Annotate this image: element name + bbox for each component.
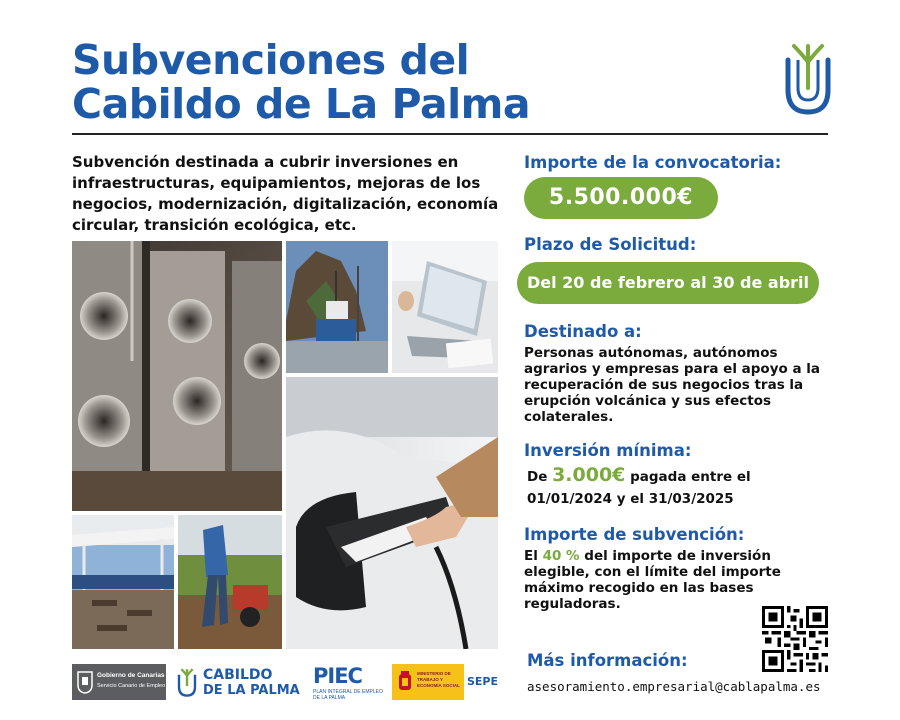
title-line-1: Subvenciones del: [72, 36, 470, 84]
photo-winery-tanks: [72, 241, 282, 511]
inversion-amount: 3.000€: [552, 464, 626, 486]
mas-info-heading: Más información:: [527, 651, 688, 670]
logo-piec: [313, 664, 383, 704]
piec-title: PIEC: [313, 664, 362, 688]
photo-collage: [72, 241, 498, 649]
gobierno-canarias-crest-icon: [76, 669, 94, 695]
destinado-text: Personas autónomas, autónomos agrarios y empresas para el apoyo a la recuperación de sus negocios tras la erupción volcánica y sus efectos colaterales.: [524, 345, 821, 425]
subvencion-percent: 40 %: [542, 548, 580, 564]
plazo-date-badge: Del 20 de febrero al 30 de abril: [517, 262, 819, 304]
photo-laptop-office: [392, 241, 498, 373]
ministerio-text: MINISTERIO DE TRABAJO Y ECONOMÍA SOCIAL: [417, 671, 460, 688]
destinado-heading: Destinado a:: [524, 322, 642, 341]
logo-ministerio-sepe: [392, 664, 498, 700]
subvencion-heading: Importe de subvención:: [524, 525, 745, 544]
photo-harbor-boat: [286, 241, 388, 373]
cabildo-logo-small-icon: [176, 666, 198, 698]
subvencion-text: [524, 548, 824, 612]
logo-cabildo-footer: [176, 664, 306, 700]
inversion-prefix: De: [527, 469, 548, 485]
sepe-text: SEPE: [467, 675, 499, 688]
contact-email-link[interactable]: asesoramiento.empresarial@cablapalma.es: [527, 679, 821, 694]
inversion-dates: 01/01/2024 y el 31/03/2025: [527, 491, 734, 507]
header-divider: [72, 133, 828, 135]
inversion-suffix: pagada entre el: [630, 469, 751, 485]
photo-terrace: [72, 515, 174, 649]
subvencion-rest-2: elegible, con el límite del importe: [524, 564, 781, 580]
page-title: [72, 38, 632, 126]
subvencion-rest-3: máximo recogido en las bases: [524, 580, 754, 596]
title-line-2: Cabildo de La Palma: [72, 80, 531, 128]
cabildo-footer-line-2: DE LA PALMA: [203, 683, 300, 698]
convocatoria-amount-badge: 5.500.000€: [524, 177, 718, 219]
photo-ev-charging: [286, 377, 498, 649]
piec-subtitle: PLAN INTEGRAL DE EMPLEO DE LA PALMA: [313, 689, 383, 701]
cabildo-logo-icon: [782, 38, 834, 118]
gobierno-line-1: Gobierno de Canarias: [97, 672, 165, 679]
logo-gobierno-canarias: [72, 664, 166, 700]
qr-code-icon[interactable]: [762, 606, 828, 672]
spain-crest-icon: [396, 670, 414, 694]
gobierno-line-2: Servicio Canario de Empleo: [97, 683, 166, 689]
plazo-heading: Plazo de Solicitud:: [524, 235, 697, 254]
cabildo-footer-line-1: CABILDO: [203, 667, 273, 683]
subvencion-rest-4: reguladoras.: [524, 596, 621, 612]
photo-farmer-field: [178, 515, 282, 649]
convocatoria-heading: Importe de la convocatoria:: [524, 153, 782, 172]
subvencion-rest-1: del importe de inversión: [584, 548, 771, 564]
subvencion-prefix: El: [524, 548, 538, 564]
intro-text: Subvención destinada a cubrir inversiones en infraestructuras, equipamientos, mejoras de los negocios, modernización, digitalización, economía circular, transición ecológica, etc.: [72, 153, 499, 234]
inversion-text: [527, 464, 827, 510]
inversion-heading: Inversión mínima:: [524, 441, 692, 460]
